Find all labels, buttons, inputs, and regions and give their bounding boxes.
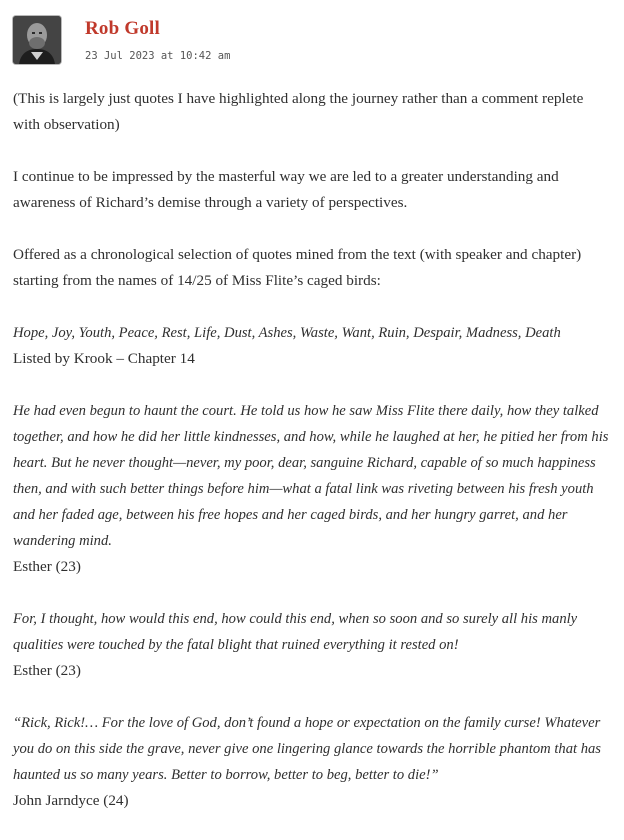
comment-paragraph: Offered as a chronological selection of quotes mined from the text (with speaker and chapter) starting from the names of 14/25 of Miss Flite’s caged birds: — [13, 246, 582, 289]
comment-author-link[interactable]: Rob Goll — [85, 18, 160, 39]
comment-timestamp[interactable]: 23 Jul 2023 at 10:42 am — [85, 50, 231, 62]
comment-body — [13, 86, 613, 840]
quote-source: Esther (23) — [13, 558, 81, 575]
comment-paragraph: I continue to be impressed by the masterful way we are led to a greater understanding and awareness of Richard’s demise through a variety of perspectives. — [13, 168, 559, 211]
quote-source: Listed by Krook – Chapter 14 — [13, 350, 195, 367]
quote-text: He had even begun to haunt the court. He told us how he saw Miss Flite there daily, how they talked together, and how he did her little kindnesses, and how, while he laughed at her, he pitied her from his heart. But he never thought—never, my poor, dear, sanguine Richard, capable of so much happiness then, and with such better things before him—what a fatal link was riveting between his fresh youth and her faded age, between his free hopes and her caged birds, and her hungry garret, and her wandering mind. — [13, 403, 609, 549]
quote-block — [13, 320, 613, 372]
quote-block — [13, 606, 613, 684]
person-portrait-icon — [13, 16, 61, 64]
comment-paragraph: (This is largely just quotes I have highlighted along the journey rather than a comment replete with observation) — [13, 90, 584, 133]
quote-text: “Rick, Rick!… For the love of God, don’t found a hope or expectation on the family curse! Whatever you do on this side the grave, never give one lingering glance towards the horrible phantom that has haunted us so many years. Better to borrow, better to beg, better to die!” — [13, 715, 601, 783]
quote-block — [13, 398, 613, 580]
quote-text: For, I thought, how would this end, how could this end, when so soon and so surely all his manly qualities were touched by the fatal blight that ruined everything it rested on! — [13, 611, 578, 653]
quote-text: Hope, Joy, Youth, Peace, Rest, Life, Dust, Ashes, Waste, Want, Ruin, Despair, Madness, Death — [13, 325, 561, 341]
avatar[interactable] — [13, 16, 61, 64]
quote-source: Esther (23) — [13, 662, 81, 679]
quote-block — [13, 710, 613, 814]
quote-source: John Jarndyce (24) — [13, 792, 129, 809]
